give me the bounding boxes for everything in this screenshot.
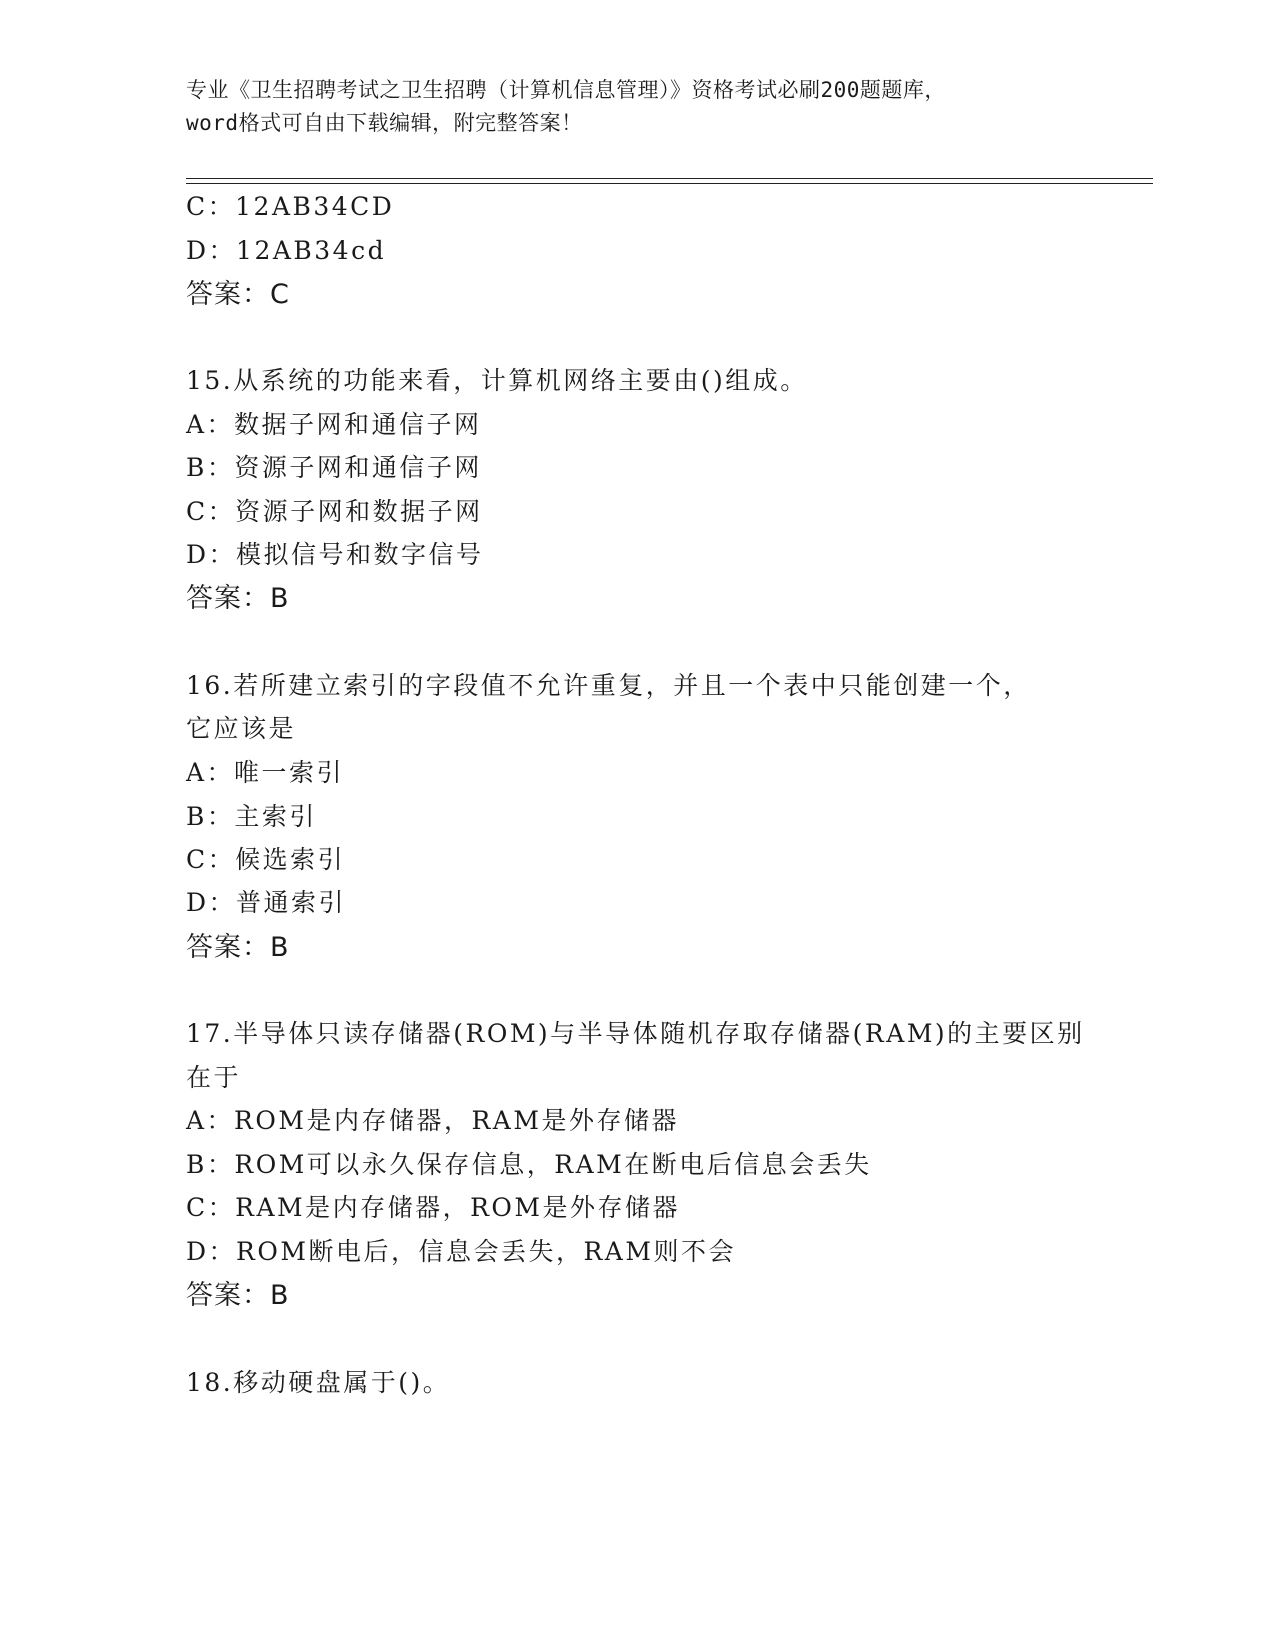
- question-15-option-c: C：资源子网和数据子网: [186, 497, 483, 526]
- question-15-stem: 15.从系统的功能来看，计算机网络主要由()组成。: [186, 366, 808, 395]
- header-title-line-1: 专业《卫生招聘考试之卫生招聘（计算机信息管理）》资格考试必刷200题题库，: [186, 78, 946, 102]
- question-17-option-d: D：ROM断电后，信息会丢失，RAM则不会: [186, 1237, 736, 1266]
- question-16-option-c: C：候选索引: [186, 845, 346, 874]
- header-divider-top: [186, 178, 1153, 179]
- option-c: C：12AB34CD: [186, 192, 395, 221]
- question-17-option-b: B：ROM可以永久保存信息，RAM在断电后信息会丢失: [186, 1150, 872, 1179]
- question-17-option-c: C：RAM是内存储器，ROM是外存储器: [186, 1193, 681, 1222]
- header-divider-bottom: [186, 183, 1153, 184]
- question-15-option-d: D：模拟信号和数字信号: [186, 540, 484, 569]
- question-17-stem-continued: 在于: [186, 1063, 242, 1092]
- question-15-option-b: B：资源子网和通信子网: [186, 453, 482, 482]
- question-16-option-d: D：普通索引: [186, 888, 347, 917]
- document-header: [186, 74, 1086, 140]
- question-15-option-a: A：数据子网和通信子网: [186, 410, 482, 439]
- question-15-answer: 答案：B: [186, 583, 290, 614]
- question-17-answer: 答案：B: [186, 1280, 290, 1311]
- question-17-stem: 17.半导体只读存储器(ROM)与半导体随机存取存储器(RAM)的主要区别: [186, 1019, 1085, 1048]
- question-16-stem: 16.若所建立索引的字段值不允许重复，并且一个表中只能创建一个，: [186, 671, 1031, 700]
- question-18-stem: 18.移动硬盘属于()。: [186, 1368, 451, 1397]
- header-title-line-2: word格式可自由下载编辑，附完整答案！: [186, 111, 583, 135]
- question-16-option-a: A：唯一索引: [186, 758, 345, 787]
- question-16-answer: 答案：B: [186, 932, 290, 963]
- question-16-option-b: B：主索引: [186, 802, 317, 831]
- answer-line: 答案：C: [186, 279, 290, 310]
- option-d: D：12AB34cd: [186, 236, 387, 265]
- question-17-option-a: A：ROM是内存储器，RAM是外存储器: [186, 1106, 679, 1135]
- question-16-stem-continued: 它应该是: [186, 714, 297, 743]
